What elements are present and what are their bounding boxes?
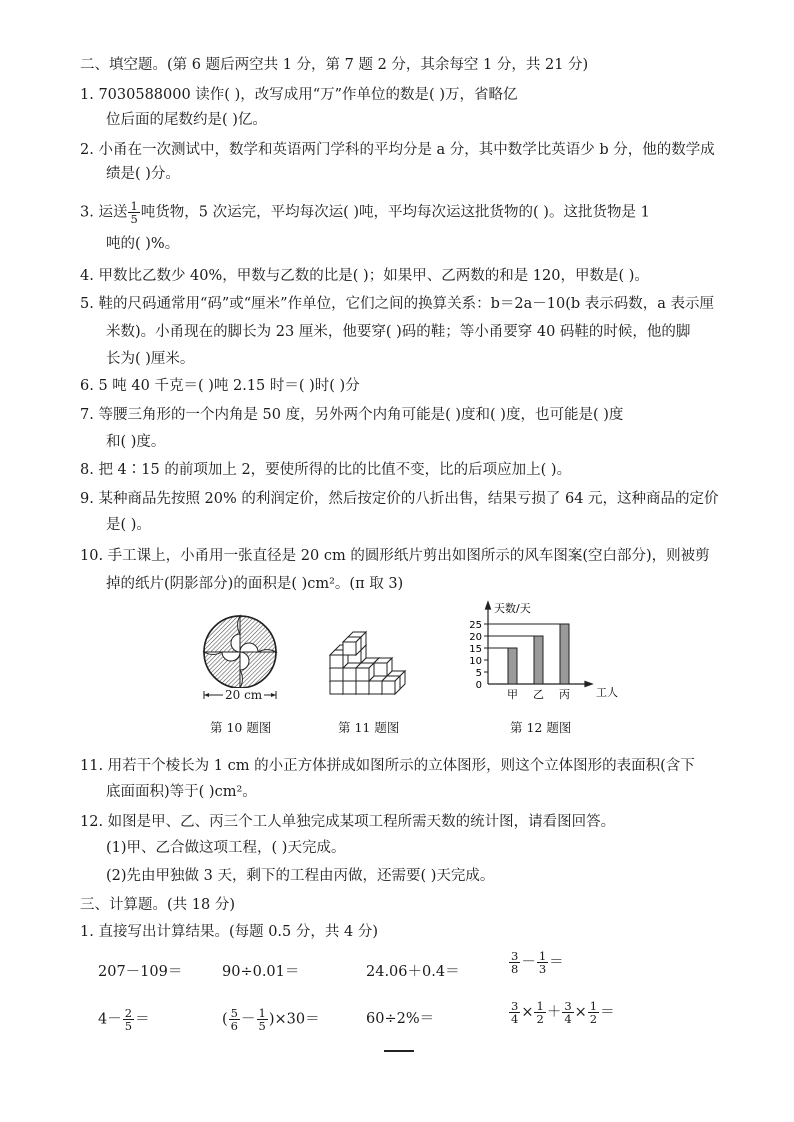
x-tick-label: 甲 — [507, 688, 518, 701]
calc-1: 207－109＝ — [98, 964, 183, 980]
fig10-dimension-label: 20 cm — [225, 688, 263, 702]
bar-1 — [508, 648, 517, 684]
q3-fraction — [128, 200, 139, 225]
y-tick-label: 5 — [475, 668, 482, 679]
q10-line1: 10. 手工课上，小甬用一张直径是 20 cm 的圆形纸片剪出如图所示的风车图案(空白部分)，则被剪 — [80, 548, 710, 564]
q3-line2: 吨的( )%。 — [106, 236, 180, 252]
c5-pre: 4－ — [98, 1011, 122, 1028]
x-tick-label: 丙 — [559, 688, 570, 701]
q12-line: 12. 如图是甲、乙、丙三个工人单独完成某项工程所需天数的统计图，请看图回答。 — [80, 814, 616, 830]
chart-xlabel: 工人 — [596, 686, 618, 699]
fig10-caption: 第 10 题图 — [210, 720, 272, 735]
c6-close: )×30＝ — [268, 1011, 320, 1028]
q11-line1: 11. 用若干个棱长为 1 cm 的小正方体拼成如图所示的立体图形，则这个立体图形的表面积(含下 — [80, 758, 695, 774]
c8-c-num: 3 — [564, 999, 572, 1013]
q2-line1: 2. 小甬在一次测试中，数学和英语两门学科的平均分是 a 分，其中数学比英语少 b 分，他的数学成 — [80, 142, 715, 158]
c8-a-den: 4 — [511, 1012, 519, 1026]
c6-b-num: 1 — [258, 1006, 266, 1020]
q8-line: 8. 把 4∶15 的前项加上 2，要使所得的比的比值不变，比的后项应加上( )。 — [80, 462, 572, 478]
c8-a-num: 3 — [511, 999, 519, 1013]
c5-eq: ＝ — [135, 1011, 150, 1028]
calc-5 — [98, 1007, 150, 1032]
calc-7: 60÷2%＝ — [366, 1011, 435, 1027]
calc-2: 90÷0.01＝ — [222, 964, 300, 980]
chart-ylabel: 天数/天 — [494, 602, 531, 615]
q7-line2: 和( )度。 — [106, 434, 166, 450]
c4-b-num: 1 — [538, 949, 547, 963]
q5-line1: 5. 鞋的尺码通常用“码”或“厘米”作单位，它们之间的换算关系：b＝2a－10(b 表示码数，a 表示厘 — [80, 296, 714, 312]
c8-x2: × — [574, 1004, 587, 1021]
q12-sub2: (2)先由甲独做 3 天，剩下的工程由丙做，还需要( )天完成。 — [106, 868, 495, 884]
c4-a-den: 8 — [511, 962, 519, 976]
c6-a-den: 6 — [230, 1019, 238, 1033]
c4-a-num: 3 — [511, 949, 519, 963]
y-tick-label: 25 — [469, 620, 482, 631]
c8-d-den: 2 — [589, 1012, 598, 1026]
q4-line: 4. 甲数比乙数少 40%，甲数与乙数的比是( )；如果甲、乙两数的和是 120，甲数是( )。 — [80, 268, 649, 284]
c8-x1: × — [521, 1004, 534, 1021]
section-3-sub1: 1. 直接写出计算结果。(每题 0.5 分，共 4 分) — [80, 924, 378, 940]
c6-a-num: 5 — [230, 1006, 238, 1020]
fig12-caption: 第 12 题图 — [510, 720, 572, 735]
c5-num: 2 — [124, 1006, 133, 1020]
q10-line2: 掉的纸片(阴影部分)的面积是( )cm²。(π 取 3) — [106, 576, 404, 592]
y-tick-label: 15 — [469, 644, 482, 655]
c6-open: ( — [222, 1011, 228, 1028]
bar-3 — [560, 624, 569, 684]
calc-4 — [508, 950, 564, 975]
q2-line2: 绩是( )分。 — [106, 166, 180, 182]
q12-sub1: (1)甲、乙合做这项工程，( )天完成。 — [106, 840, 346, 856]
y-tick-label: 10 — [469, 656, 482, 667]
q6-line: 6. 5 吨 40 千克＝( )吨 2.15 时＝( )时( )分 — [80, 378, 360, 394]
c6-b-den: 5 — [258, 1019, 266, 1033]
x-axis-arrow — [585, 682, 592, 687]
c8-eq: ＝ — [600, 1004, 615, 1021]
q9-line1: 9. 某种商品先按照 20% 的利润定价，然后按定价的八折出售，结果亏损了 64 元，这种商品的定价 — [80, 491, 719, 507]
bar-2 — [534, 636, 543, 684]
q5-line2: 米数)。小甬现在的脚长为 23 厘米，他要穿( )码的鞋；等小甬要穿 40 码鞋的时候，他的脚 — [106, 324, 691, 340]
q11-line2: 底面面积)等于( )cm²。 — [106, 784, 257, 800]
fig11-cube-stack — [325, 622, 413, 704]
q3-num: 1 — [130, 199, 138, 213]
y-axis-arrow — [486, 602, 491, 609]
q9-line2: 是( )。 — [106, 517, 151, 533]
q5-line3: 长为( )厘米。 — [106, 351, 195, 367]
section-2-header: 二、填空题。(第 6 题后两空共 1 分，第 7 题 2 分，其余每空 1 分，共 21 分) — [80, 57, 589, 73]
q1-line1: 1. 7030588000 读作( )，改写成用“万”作单位的数是( )万，省略亿 — [80, 87, 518, 103]
y-tick-label: 0 — [475, 680, 482, 691]
calc-3: 24.06＋0.4＝ — [366, 964, 460, 980]
c8-plus: ＋ — [546, 1004, 562, 1021]
c4-eq: ＝ — [549, 954, 564, 971]
q1-line2: 位后面的尾数约是( )亿。 — [106, 112, 267, 128]
c8-d-num: 1 — [589, 999, 598, 1013]
unit-cube — [382, 676, 400, 694]
y-tick-label: 20 — [469, 632, 482, 643]
q3-suffix: 吨货物，5 次运完，平均每次运( )吨，平均每次运这批货物的( )。这批货物是 1 — [140, 204, 650, 221]
c8-b-num: 1 — [536, 999, 544, 1013]
q3-prefix: 3. 运送 — [80, 204, 128, 221]
c8-c-den: 4 — [564, 1012, 572, 1026]
x-tick-label: 乙 — [533, 688, 544, 701]
calc-8 — [508, 1000, 615, 1025]
unit-cube — [356, 663, 374, 681]
page-number-mark — [384, 1050, 414, 1052]
c6-op: － — [241, 1011, 256, 1028]
unit-cube — [374, 658, 392, 676]
q7-line1: 7. 等腰三角形的一个内角是 50 度，另外两个内角可能是( )度和( )度，也可能是( )度 — [80, 407, 624, 423]
fig12-bar-chart — [458, 598, 628, 708]
c4-b-den: 3 — [538, 962, 547, 976]
q3-den: 5 — [130, 212, 138, 226]
calc-6 — [222, 1007, 320, 1032]
c5-den: 5 — [124, 1019, 133, 1033]
c4-op: － — [521, 954, 536, 971]
unit-cube — [343, 637, 361, 655]
section-3-header: 三、计算题。(共 18 分) — [80, 897, 235, 913]
q3-line1 — [80, 200, 650, 225]
c8-b-den: 2 — [536, 1012, 544, 1026]
fig11-caption: 第 11 题图 — [338, 720, 400, 735]
